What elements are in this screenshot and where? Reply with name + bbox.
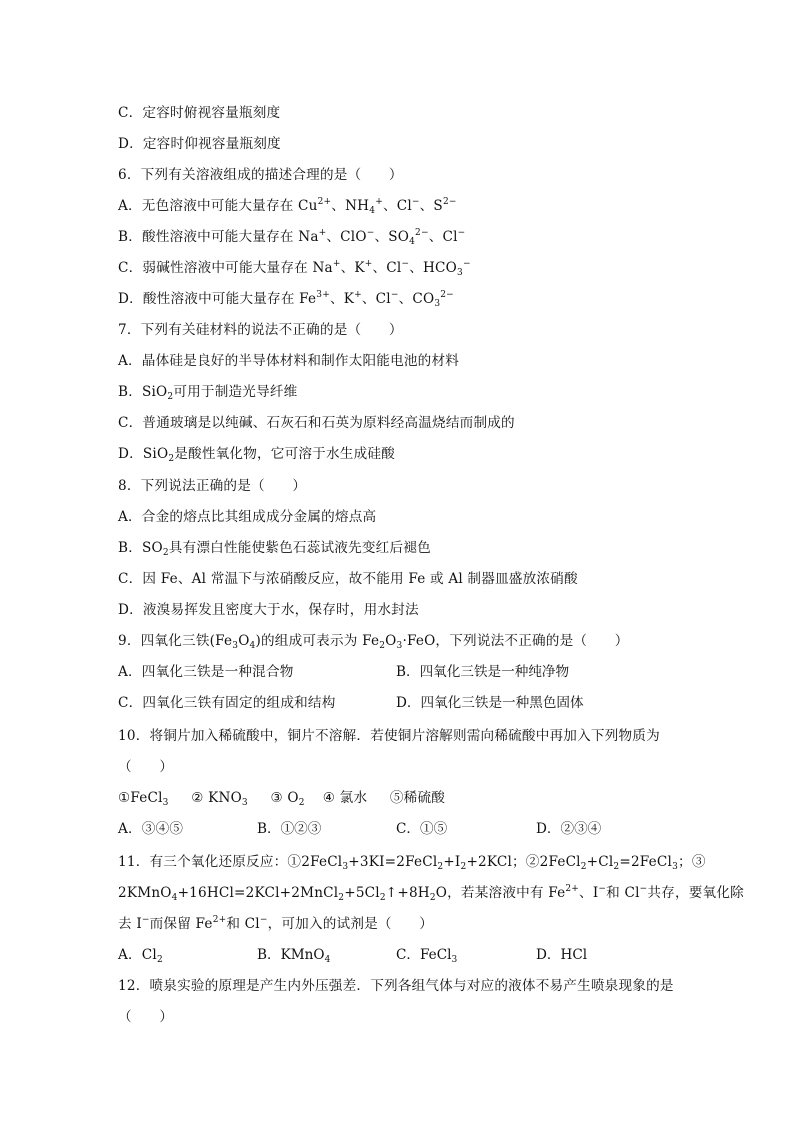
q5-option-c: C．定容时俯视容量瓶刻度 [118, 105, 281, 121]
q10-option-b: B．①②③ [257, 821, 322, 837]
q11-stem-line3: 去 I−而保留 $Fe^{2+}$和 Cl−，可加入的试剂是（ ） [118, 915, 434, 932]
q11-stem-line1: 11．有三个氧化还原反应：$①2FeCl_3+3KI=2FeCl_2+I_2+2KCl$；$②2FeCl_2+Cl_2=2FeCl_3$；③ [118, 854, 706, 872]
q8-option-d: D．液溴易挥发且密度大于水，保存时，用水封法 [118, 602, 419, 618]
q10-paren: （ ） [118, 759, 174, 775]
q6-option-b: B．酸性溶液中可能大量存在 Na+、ClO−、$SO_4^{2-}$、Cl− [118, 228, 466, 247]
q8-option-c: C．因 Fe、Al 常温下与浓硝酸反应，故不能用 Fe 或 Al 制器皿盛放浓硝酸 [118, 571, 578, 587]
q11-stem-line2: $2KMnO_4+16HCl=2KCl+2MnCl_2+5Cl_2↑+8H_2O$，若某溶液中有 $Fe^{2+}$、I−和 Cl−共存，要氧化除 [118, 884, 744, 903]
q11-option-b: B．KMnO$_4$ [257, 947, 331, 965]
q10-option-d: D．②③④ [536, 821, 602, 837]
q12-paren: （ ） [118, 1009, 174, 1025]
q7-option-c: C．普通玻璃是以纯碱、石灰石和石英为原料经高温烧结而制成的 [118, 415, 515, 431]
q7-option-d: D．SiO$_2$是酸性氧化物，它可溶于水生成硅酸 [118, 446, 395, 464]
q9-option-a: A．四氧化三铁是一种混合物 [118, 664, 294, 680]
q8-option-a: A．合金的熔点比其组成成分金属的熔点高 [118, 509, 377, 525]
q9-option-d: D．四氧化三铁是一种黑色固体 [396, 695, 584, 711]
q9-option-b: B．四氧化三铁是一种纯净物 [396, 664, 570, 680]
q12-stem: 12．喷泉实验的原理是产生内外压强差．下列各组气体与对应的液体不易产生喷泉现象的是 [118, 978, 674, 994]
q10-option-c: C．①⑤ [396, 821, 448, 837]
q10-option-a: A．③④⑤ [118, 821, 184, 837]
q7-stem: 7．下列有关硅材料的说法不正确的是（ ） [118, 322, 403, 338]
q8-stem: 8．下列说法正确的是（ ） [118, 478, 307, 494]
q6-option-a: A．无色溶液中可能大量存在 $Cu^{2+}$、$NH_4^+$、Cl−、$S^{2-}$ [118, 197, 457, 216]
q8-option-b: B．$SO_2$具有漂白性能使紫色石蕊试液先变红后褪色 [118, 540, 431, 558]
q11-option-a: A．$Cl_2$ [118, 947, 163, 965]
q9-stem: 9．四氧化三铁$(Fe_3O_4)$的组成可表示为 $Fe_2O_3\cdot FeO$，下列说法不正确的是（ ） [118, 633, 629, 651]
q7-option-b: B．SiO$_2$可用于制造光导纤维 [118, 384, 298, 402]
q6-option-c: C．弱碱性溶液中可能大量存在 Na+、K+、Cl−、$HCO_3^-$ [118, 259, 471, 278]
q9-option-c: C．四氧化三铁有固定的组成和结构 [118, 695, 336, 711]
q11-option-d: D．HCl [536, 947, 588, 963]
q6-option-d: D．酸性溶液中可能大量存在 $Fe^{3+}$、K+、Cl−、$CO_3^{2-}$ [118, 290, 454, 309]
q7-option-a: A．晶体硅是良好的半导体材料和制作太阳能电池的材料 [118, 353, 460, 369]
q5-option-d: D．定容时仰视容量瓶刻度 [118, 136, 281, 152]
q10-items: ①FeCl$_3$ ② $KNO_3$ ③ $O_2$ ④ 氯水 ⑤稀硫酸 [118, 790, 446, 808]
q6-stem: 6．下列有关溶液组成的描述合理的是（ ） [118, 167, 403, 183]
q10-stem: 10．将铜片加入稀硫酸中，铜片不溶解．若使铜片溶解则需向稀硫酸中再加入下列物质为 [118, 728, 660, 744]
q11-option-c: C．FeCl$_3$ [396, 947, 458, 965]
